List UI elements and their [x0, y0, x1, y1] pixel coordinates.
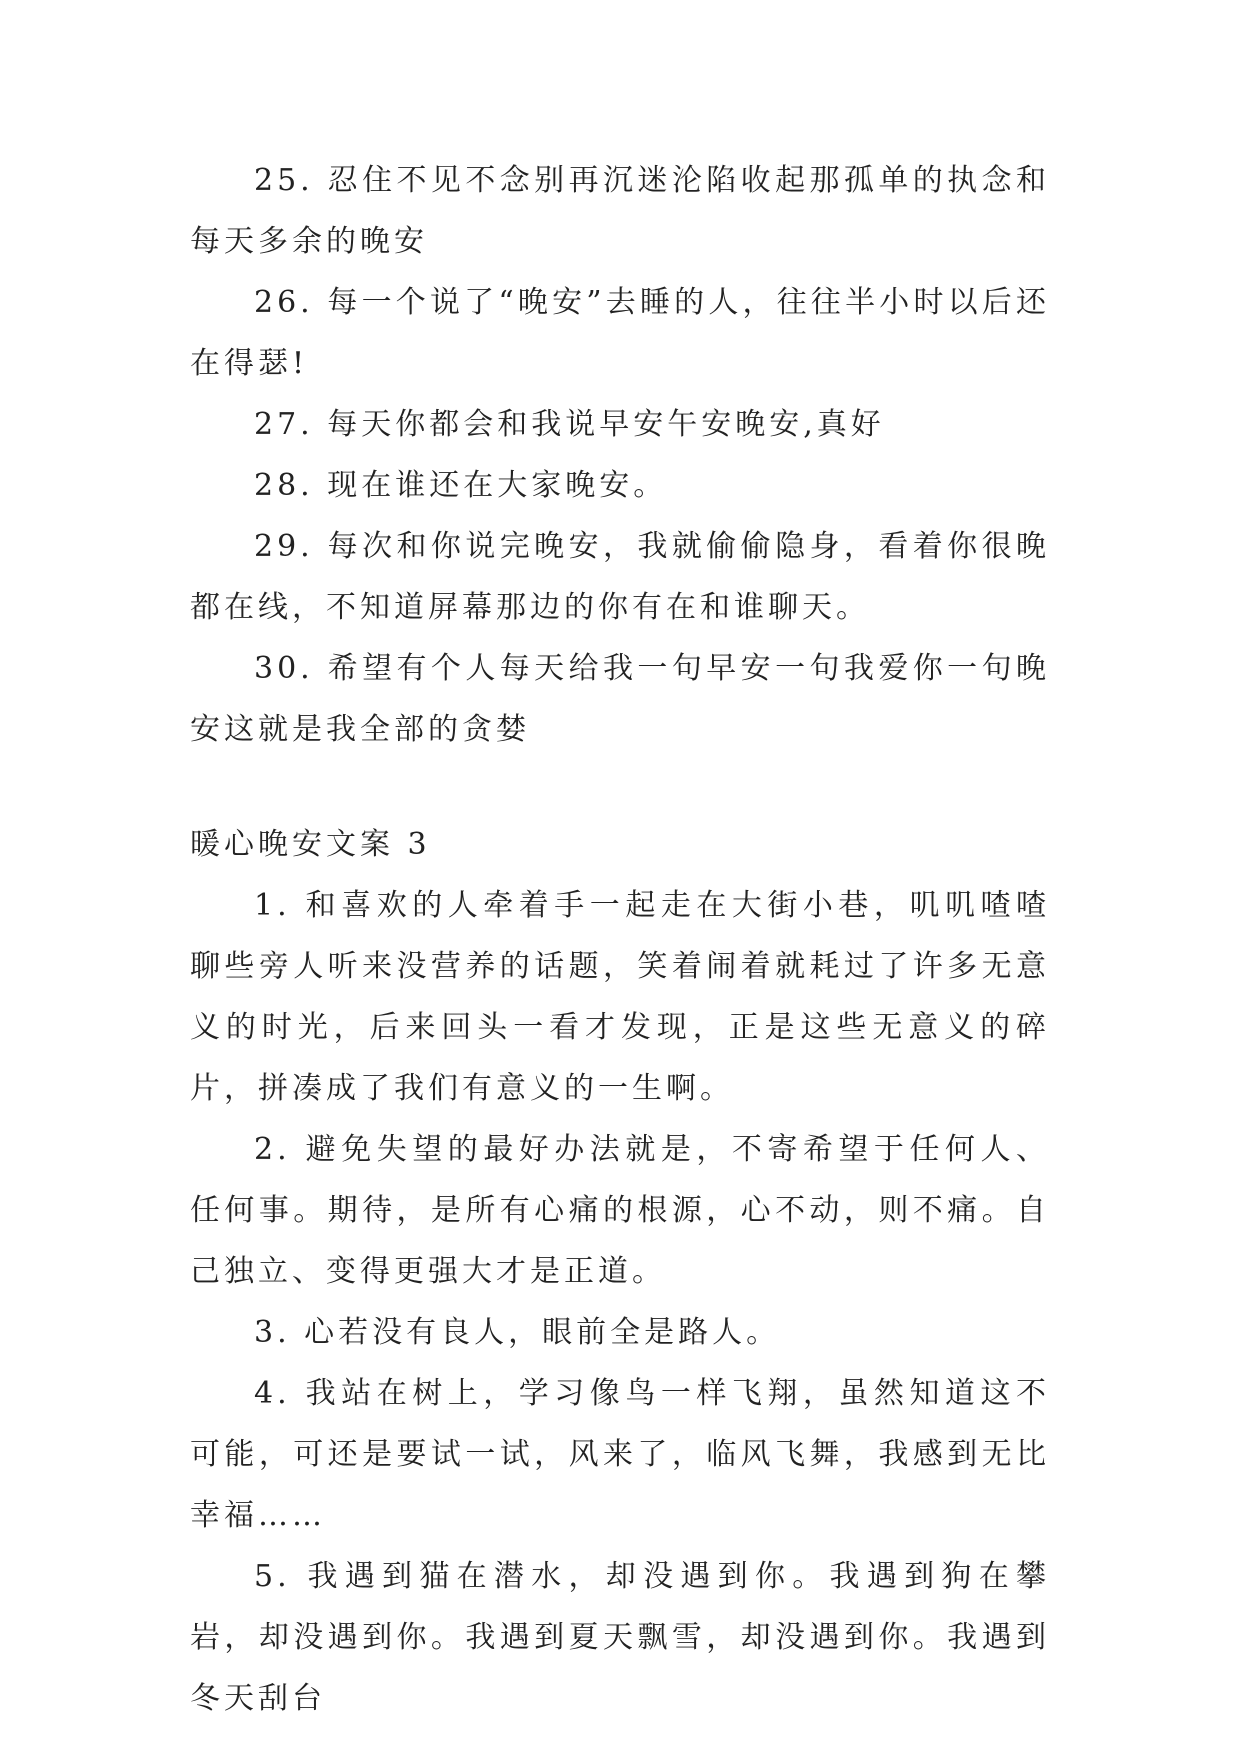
paragraph-25: 25. 忍住不见不念别再沉迷沦陷收起那孤单的执念和每天多余的晚安	[190, 163, 1050, 259]
document-page	[190, 150, 1050, 1729]
paragraph-30: 30. 希望有个人每天给我一句早安一句我爱你一句晚安这就是我全部的贪婪	[190, 651, 1050, 747]
section-title: 暖心晚安文案 3	[190, 827, 431, 862]
paragraph-28: 28. 现在谁还在大家晚安。	[254, 468, 668, 503]
paragraph-2: 2. 避免失望的最好办法就是，不寄希望于任何人、任何事。期待，是所有心痛的根源，心不动，则不痛。自己独立、变得更强大才是正道。	[190, 1132, 1050, 1289]
paragraph-27: 27. 每天你都会和我说早安午安晚安,真好	[254, 407, 885, 442]
paragraph-1: 1. 和喜欢的人牵着手一起走在大街小巷，叽叽喳喳聊些旁人听来没营养的话题，笑着闹着就耗过了许多无意义的时光，后来回头一看才发现，正是这些无意义的碎片，拼凑成了我们有意义的一生啊。	[190, 888, 1050, 1106]
paragraph-26: 26. 每一个说了“晚安”去睡的人，往往半小时以后还在得瑟!	[190, 285, 1050, 381]
paragraph-29: 29. 每次和你说完晚安，我就偷偷隐身，看着你很晚都在线，不知道屏幕那边的你有在和谁聊天。	[190, 529, 1050, 625]
paragraph-3: 3. 心若没有良人，眼前全是路人。	[254, 1315, 781, 1350]
paragraph-4: 4. 我站在树上，学习像鸟一样飞翔，虽然知道这不可能，可还是要试一试，风来了，临风飞舞，我感到无比幸福……	[190, 1376, 1050, 1533]
paragraph-5: 5. 我遇到猫在潜水，却没遇到你。我遇到狗在攀岩，却没遇到你。我遇到夏天飘雪，却没遇到你。我遇到冬天刮台	[190, 1559, 1050, 1716]
